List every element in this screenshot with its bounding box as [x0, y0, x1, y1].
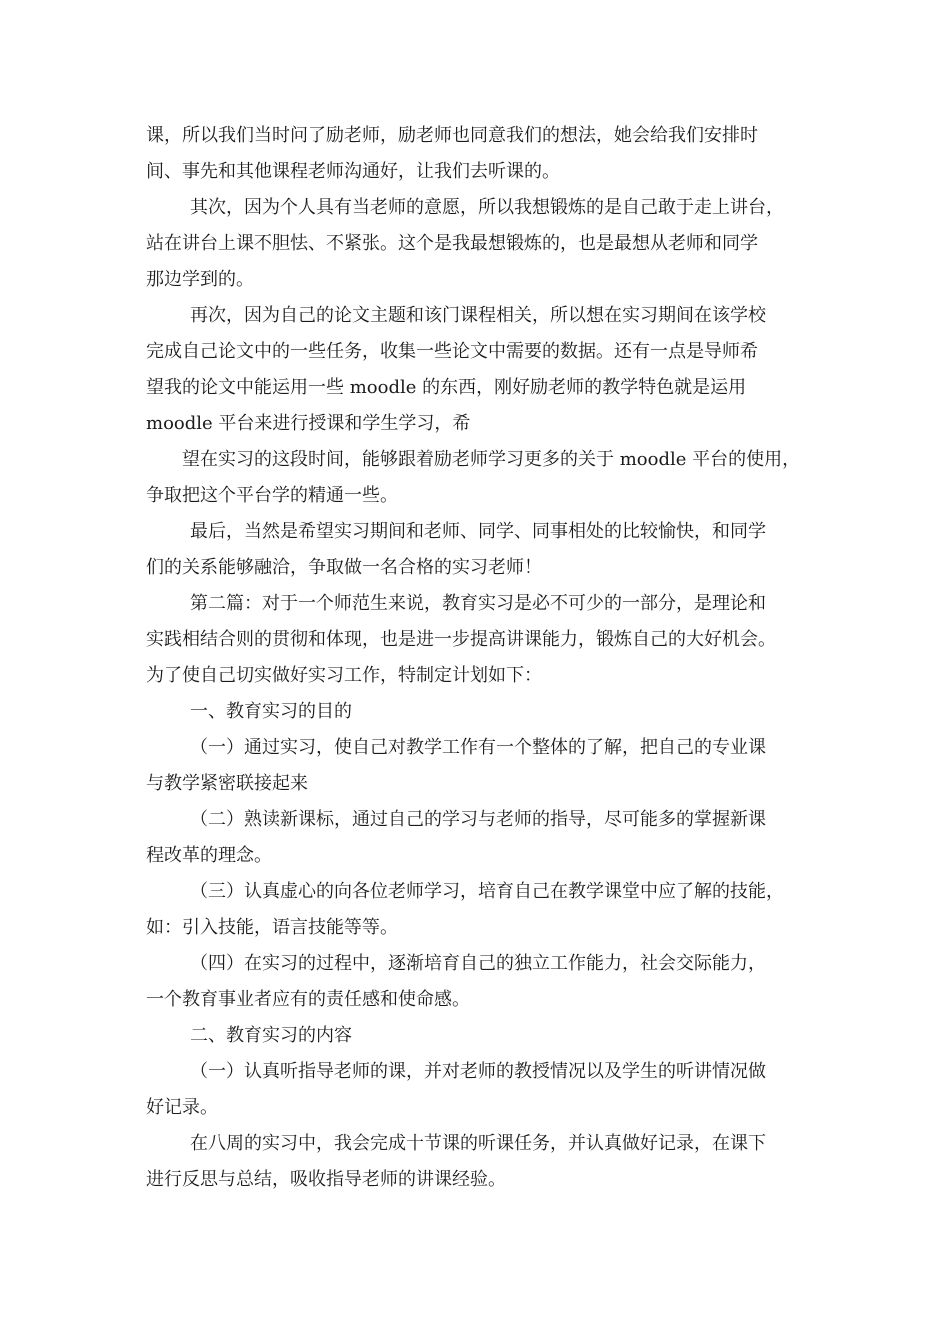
body-line: 站在讲台上课不胆怯、不紧张。这个是我最想锻炼的，也是最想从老师和同学: [146, 233, 758, 254]
section-heading: 二、教育实习的内容: [190, 1025, 352, 1046]
body-line: 实践相结合则的贯彻和体现，也是进一步提高讲课能力，锻炼自己的大好机会。: [146, 629, 776, 650]
list-item-line: （一）认真听指导老师的课，并对老师的教授情况以及学生的听讲情况做: [190, 1061, 766, 1082]
body-line: 完成自己论文中的一些任务，收集一些论文中需要的数据。还有一点是导师希: [146, 341, 758, 362]
body-line: 那边学到的。: [146, 269, 254, 290]
body-line: 与教学紧密联接起来: [146, 773, 308, 794]
paragraph-start-line: 再次，因为自己的论文主题和该门课程相关，所以想在实习期间在该学校: [190, 305, 766, 326]
paragraph-start-line: 在八周的实习中，我会完成十节课的听课任务，并认真做好记录，在课下: [190, 1133, 766, 1154]
paragraph-start-line: 其次，因为个人具有当老师的意愿，所以我想锻炼的是自己敢于走上讲台，: [190, 197, 784, 218]
body-line: 争取把这个平台学的精通一些。: [146, 485, 398, 506]
body-line: 一个教育事业者应有的责任感和使命感。: [146, 989, 470, 1010]
body-line: 望我的论文中能运用一些 moodle 的东西，刚好励老师的教学特色就是运用: [146, 377, 747, 398]
paragraph-start-line: 最后，当然是希望实习期间和老师、同学、同事相处的比较愉快，和同学: [190, 521, 766, 542]
paragraph-start-line: 第二篇：对于一个师范生来说，教育实习是必不可少的一部分，是理论和: [190, 593, 766, 614]
list-item-line: （三）认真虚心的向各位老师学习，培育自己在教学课堂中应了解的技能，: [190, 881, 784, 902]
body-line: 如：引入技能，语言技能等等。: [146, 917, 398, 938]
section-heading: 一、教育实习的目的: [190, 701, 352, 722]
body-line: 进行反思与总结，吸收指导老师的讲课经验。: [146, 1169, 506, 1190]
body-line: 程改革的理念。: [146, 845, 272, 866]
body-line: 好记录。: [146, 1097, 218, 1118]
body-line: 为了使自己切实做好实习工作，特制定计划如下：: [146, 665, 542, 686]
body-line: 间、事先和其他课程老师沟通好，让我们去听课的。: [146, 161, 560, 182]
list-item-line: （四）在实习的过程中，逐渐培育自己的独立工作能力，社会交际能力，: [190, 953, 766, 974]
body-line: 望在实习的这段时间，能够跟着励老师学习更多的关于 moodle 平台的使用，: [182, 449, 801, 470]
list-item-line: （二）熟读新课标，通过自己的学习与老师的指导，尽可能多的掌握新课: [190, 809, 766, 830]
body-line: 们的关系能够融洽，争取做一名合格的实习老师！: [146, 557, 542, 578]
list-item-line: （一）通过实习，使自己对教学工作有一个整体的了解，把自己的专业课: [190, 737, 766, 758]
body-line: moodle 平台来进行授课和学生学习，希: [146, 413, 471, 434]
body-line: 课，所以我们当时问了励老师，励老师也同意我们的想法，她会给我们安排时: [146, 125, 758, 146]
